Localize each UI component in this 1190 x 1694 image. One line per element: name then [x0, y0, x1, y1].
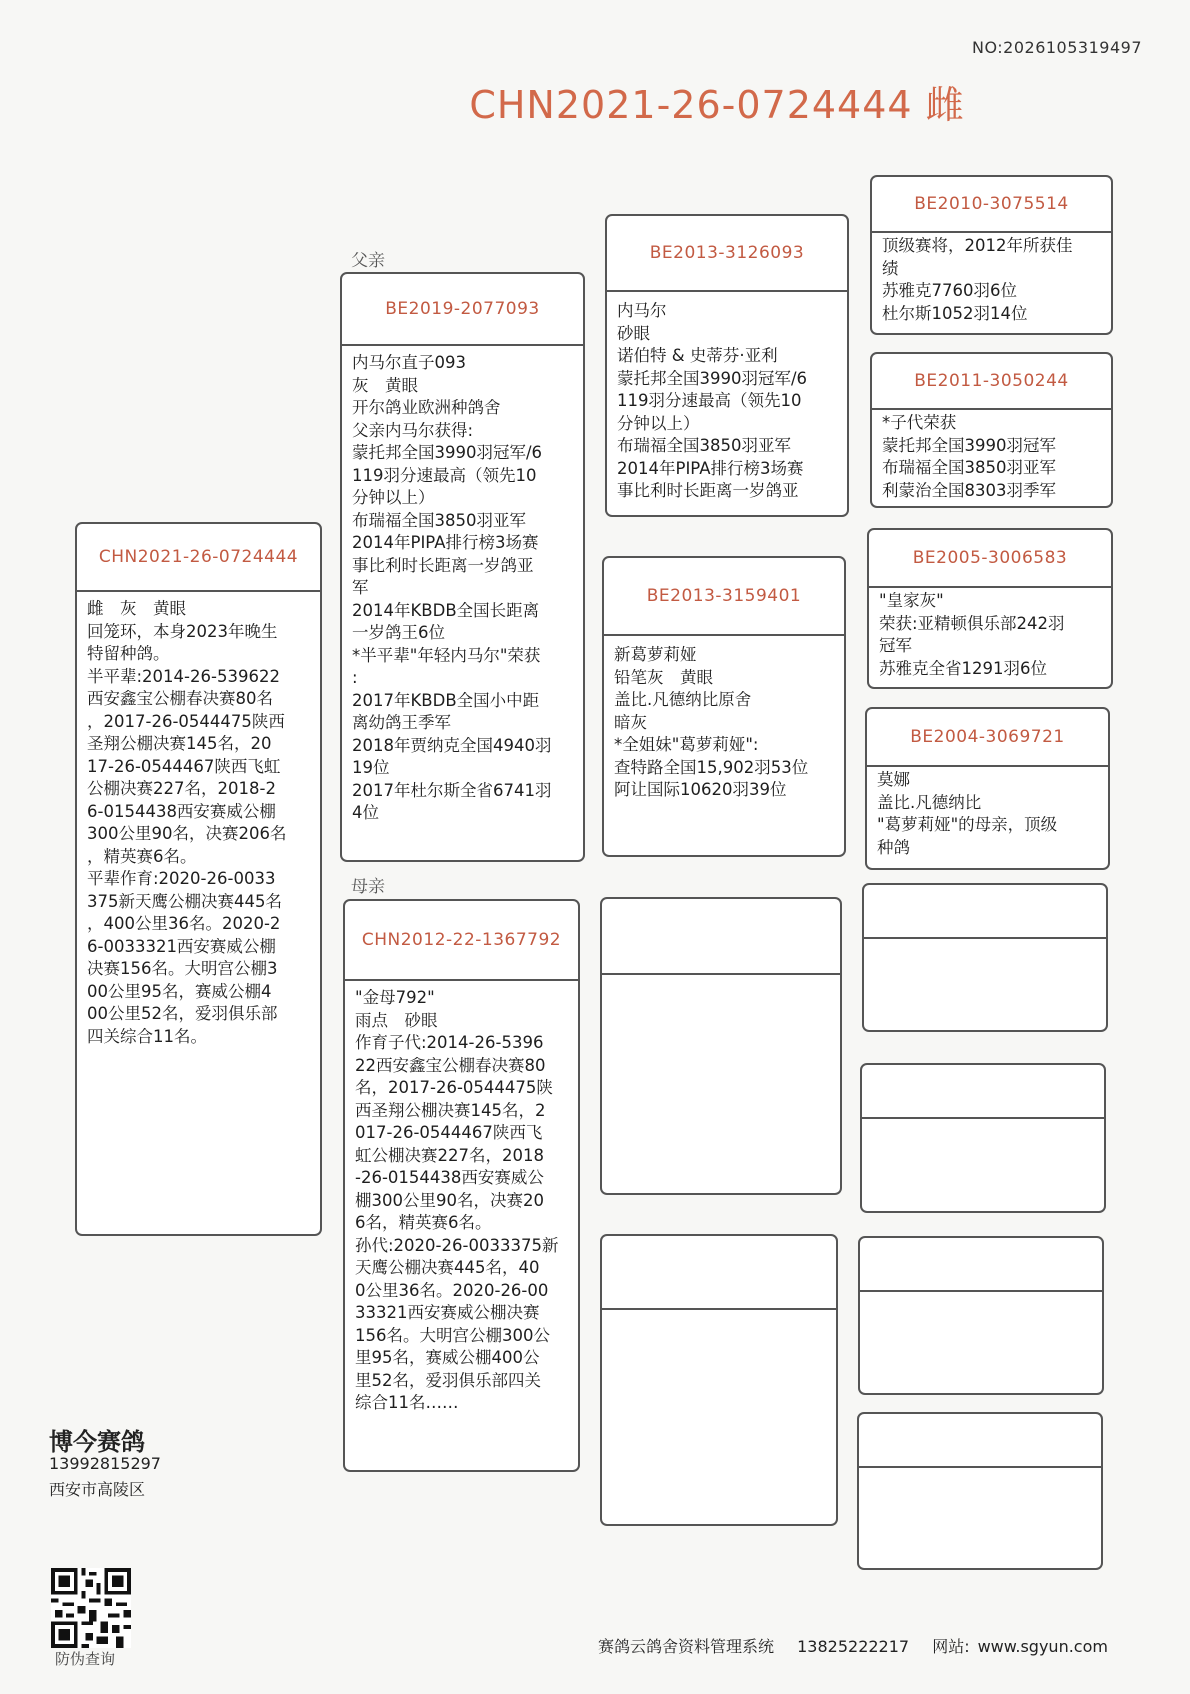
great-grandparent-details — [864, 939, 1106, 951]
subject-details: 雌 灰 黄眼 回笼环，本身2023年晚生 特留种鸽。 半平辈:2014-26-539622 西安鑫宝公棚春决赛80名 ，2017-26-0544475陕西 圣翔公棚决赛145名，20 17-26-0544467陕西飞虹 公棚决赛227名，2018-2 6-0154438西安赛威公棚 300公里90名，决赛206名 ，精英赛6名。 平辈作育:2020-26-0033 375新天鹰公棚决赛445名 ，400公里36名。2020-2 6-0033321西安赛威公棚 决赛156名。大明宫公棚3 00公里95名，赛威公棚4 00公里52名，爱羽俱乐部 四关综合11名。 — [87, 599, 287, 1046]
father-card — [340, 272, 585, 862]
grandparent-ring: BE2013-3159401 — [604, 558, 844, 636]
grandparent-ring: BE2013-3126093 — [607, 216, 847, 292]
great-grandparent-details: 莫娜 盖比.凡德纳比 "葛萝莉娅"的母亲，顶级 种鸽 — [877, 770, 1058, 857]
qr-code[interactable] — [51, 1568, 131, 1648]
grandparent-card-empty — [600, 897, 842, 1195]
great-grandparent-card-empty — [860, 1063, 1106, 1213]
grandparent-card — [605, 214, 849, 517]
grandparent-details — [602, 1310, 836, 1322]
footer-site-link[interactable]: www.sgyun.com — [977, 1637, 1108, 1656]
great-grandparent-ring: BE2011-3050244 — [872, 354, 1111, 410]
great-grandparent-ring — [864, 885, 1106, 939]
mother-details: "金母792" 雨点 砂眼 作育子代:2014-26-5396 22西安鑫宝公棚春决赛80 名，2017-26-0544475陕 西圣翔公棚决赛145名，2 017-26-0544467陕西飞 虹公棚决赛227名，2018 -26-0154438西安赛威公 棚300公里90名，决赛20 6名，精英赛6名。 孙代:2020-26-0033375新 天鹰公棚决赛445名，40 0公里36名。2020-26-00 33321西安赛威公棚决赛 156名。大明宫公棚300公 里95名，赛威公棚400公 里52名，爱羽俱乐部四关 综合11名…… — [355, 988, 559, 1412]
father-label: 父亲 — [351, 251, 385, 271]
great-grandparent-details — [860, 1292, 1102, 1304]
footer-system-name: 赛鸽云鸽舍资料管理系统 — [598, 1637, 775, 1656]
great-grandparent-card-empty — [857, 1412, 1103, 1570]
great-grandparent-ring — [859, 1414, 1101, 1468]
owner-name: 博今赛鸽 — [49, 1428, 145, 1456]
grandparent-card — [602, 556, 846, 857]
subject-card — [75, 522, 322, 1236]
subject-ring: CHN2021-26-0724444 — [77, 524, 320, 592]
qr-verify-label: 防伪查询 — [55, 1650, 116, 1668]
great-grandparent-card-empty — [862, 883, 1108, 1032]
great-grandparent-card — [867, 528, 1113, 689]
mother-card — [343, 899, 580, 1472]
mother-label: 母亲 — [351, 877, 385, 897]
great-grandparent-ring: BE2010-3075514 — [872, 177, 1111, 233]
great-grandparent-details — [859, 1468, 1101, 1480]
grandparent-details: 新葛萝莉娅 铅笔灰 黄眼 盖比.凡德纳比原舍 暗灰 *全姐妹"葛萝莉娅": 查特路全国15,902羽53位 阿让国际10620羽39位 — [614, 645, 809, 799]
grandparent-details: 内马尔 砂眼 诺伯特 & 史蒂芬·亚利 蒙托邦全国3990羽冠军/6 119羽分速最高（领先10 分钟以上） 布瑞福全国3850羽亚军 2014年PIPA排行榜3场赛 事比利时长距离一岁鸽亚 — [617, 301, 808, 500]
grandparent-details — [602, 975, 840, 987]
great-grandparent-details: *子代荣获 蒙托邦全国3990羽冠军 布瑞福全国3850羽亚军 利蒙治全国8303羽季军 — [882, 413, 1056, 500]
owner-phone: 13992815297 — [49, 1454, 161, 1473]
great-grandparent-details: 顶级赛将，2012年所获佳 绩 苏雅克7760羽6位 杜尔斯1052羽14位 — [882, 236, 1073, 323]
great-grandparent-details: "皇家灰" 荣获:亚精顿俱乐部242羽 冠军 苏雅克全省1291羽6位 — [879, 591, 1065, 678]
great-grandparent-ring: BE2004-3069721 — [867, 709, 1108, 767]
grandparent-ring — [602, 1236, 836, 1310]
great-grandparent-card — [870, 175, 1113, 335]
great-grandparent-ring — [860, 1238, 1102, 1292]
footer — [598, 1634, 1126, 1657]
pedigree-title: CHN2021-26-0724444 雌 — [469, 83, 965, 127]
great-grandparent-ring: BE2005-3006583 — [869, 530, 1111, 588]
grandparent-ring — [602, 899, 840, 975]
great-grandparent-card — [865, 707, 1110, 870]
mother-ring: CHN2012-22-1367792 — [345, 901, 578, 981]
great-grandparent-ring — [862, 1065, 1104, 1119]
owner-address: 西安市高陵区 — [49, 1480, 146, 1499]
father-ring: BE2019-2077093 — [342, 274, 583, 346]
footer-site-label: 网站: — [932, 1637, 970, 1656]
grandparent-card-empty — [600, 1234, 838, 1526]
great-grandparent-card — [870, 352, 1113, 508]
great-grandparent-details — [862, 1119, 1104, 1131]
document-number: NO:2026105319497 — [971, 38, 1142, 57]
footer-phone: 13825222217 — [797, 1637, 910, 1656]
great-grandparent-card-empty — [858, 1236, 1104, 1395]
father-details: 内马尔直子093 灰 黄眼 开尔鸽业欧洲种鸽舍 父亲内马尔获得: 蒙托邦全国3990羽冠军/6 119羽分速最高（领先10 分钟以上） 布瑞福全国3850羽亚军 2014年PIPA排行榜3场赛 事比利时长距离一岁鸽亚 军 2014年KBDB全国长距离 一岁鸽王6位 *半平辈"年轻内马尔"荣获 : 2017年KBDB全国小中距 离幼鸽王季军 2018年贾纳克全国4940羽 19位 2017年杜尔斯全省6741羽 4位 — [352, 353, 552, 822]
